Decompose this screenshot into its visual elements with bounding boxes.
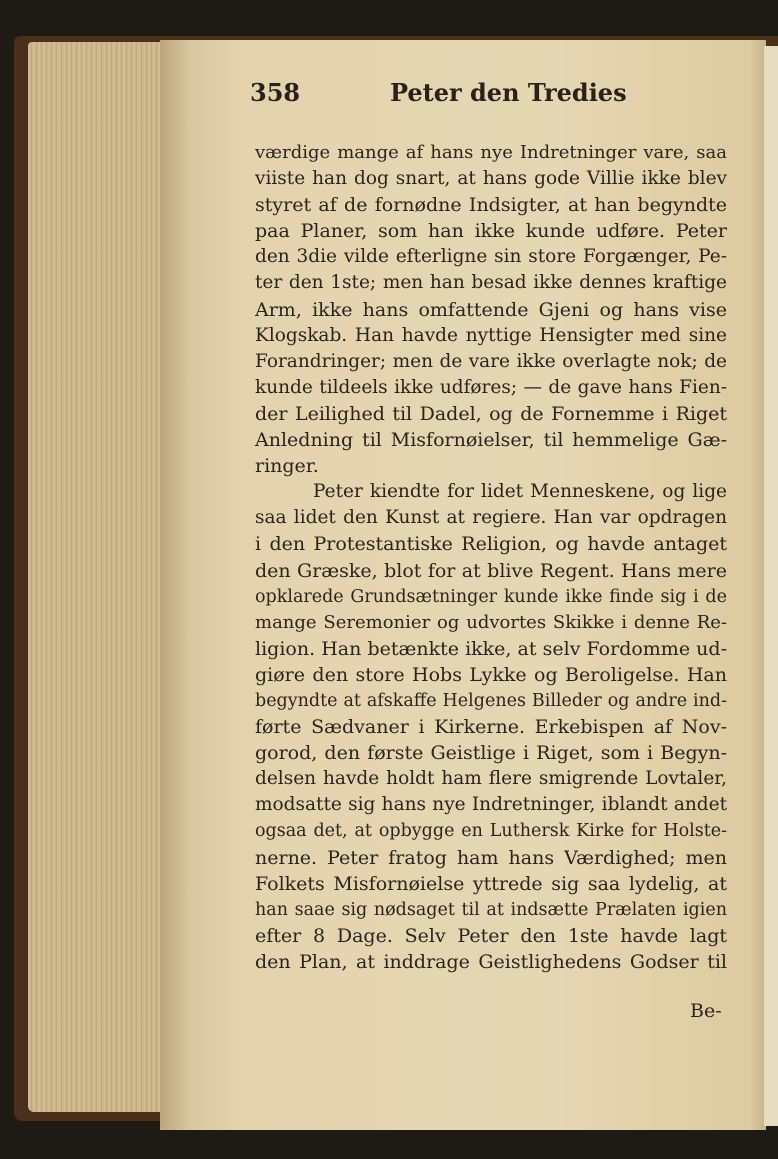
text-line: efter 8 Dage. Selv Peter den 1ste havde lagt — [255, 924, 727, 947]
text-line: delsen havde holdt ham flere smigrende Lovtaler, — [255, 768, 727, 790]
text-line: gorod, den første Geistlige i Riget, som i Begyn- — [255, 742, 727, 765]
text-line: Klogskab. Han havde nyttige Hensigter med sine — [255, 324, 727, 346]
text-line: Anledning til Misfornøielser, til hemmelige Gæ- — [255, 429, 727, 452]
facing-page-edge — [764, 46, 778, 1126]
text-line: nerne. Peter fratog ham hans Værdighed; men — [255, 846, 727, 869]
text-line: begyndte at afskaffe Helgenes Billeder og andre ind- — [255, 690, 727, 711]
catchword: Be- — [690, 1000, 722, 1022]
text-line: Arm, ikke hans omfattende Gjeni og hans vise — [255, 298, 727, 321]
text-line: værdige mange af hans nye Indretninger vare, saa — [255, 142, 727, 163]
text-line: giøre den store Hobs Lykke og Beroligelse. Han — [255, 663, 727, 686]
text-line: den 3die vilde efterligne sin store Forgænger, Pe- — [255, 246, 727, 268]
text-line: der Leilighed til Dadel, og de Fornemme i Riget — [255, 402, 727, 425]
text-line: i den Protestantiske Religion, og havde antaget — [255, 533, 727, 556]
running-head — [250, 78, 740, 118]
text-line: Folkets Misfornøielse yttrede sig saa lydelig, at — [255, 872, 727, 895]
text-line: den Græske, blot for at blive Regent. Hans mere — [255, 559, 727, 582]
text-line: kunde tildeels ikke udføres; — de gave hans Fien- — [255, 376, 727, 398]
text-line: paa Planer, som han ikke kunde udføre. Peter — [255, 220, 727, 243]
paragraph-first-line: Peter kiendte for lidet Menneskene, og lige — [313, 481, 727, 503]
text-line: viiste han dog snart, at hans gode Villie ikke blev — [255, 168, 727, 190]
text-line: han saae sig nødsaget til at indsætte Prælaten igien — [255, 899, 727, 920]
text-line: opklarede Grundsætninger kunde ikke finde sig i de — [255, 586, 727, 607]
text-line: ter den 1ste; men han besad ikke dennes kraftige — [255, 272, 727, 294]
paragraph-end-line: ringer. — [255, 455, 319, 478]
text-line: ogsaa det, at opbygge en Luthersk Kirke for Holste- — [255, 821, 727, 842]
text-line: modsatte sig hans nye Indretninger, iblandt andet — [255, 794, 727, 816]
body-text — [255, 140, 727, 975]
text-line: saa lidet den Kunst at regiere. Han var opdragen — [255, 507, 727, 529]
text-line: Forandringer; men de vare ikke overlagte nok; de — [255, 350, 727, 372]
text-line: ligion. Han betænkte ikke, at selv Fordomme ud- — [255, 637, 727, 660]
text-line: styret af de fornødne Indsigter, at han begyndte — [255, 194, 727, 217]
text-line: mange Seremonier og udvortes Skikke i denne Re- — [255, 611, 727, 633]
running-title: Peter den Tredies — [390, 78, 627, 107]
text-line: den Plan, at inddrage Geistlighedens Godser til — [255, 950, 727, 973]
page-edges — [28, 42, 168, 1112]
page-number: 358 — [250, 78, 301, 107]
text-line: førte Sædvaner i Kirkerne. Erkebispen af Nov- — [255, 716, 727, 739]
